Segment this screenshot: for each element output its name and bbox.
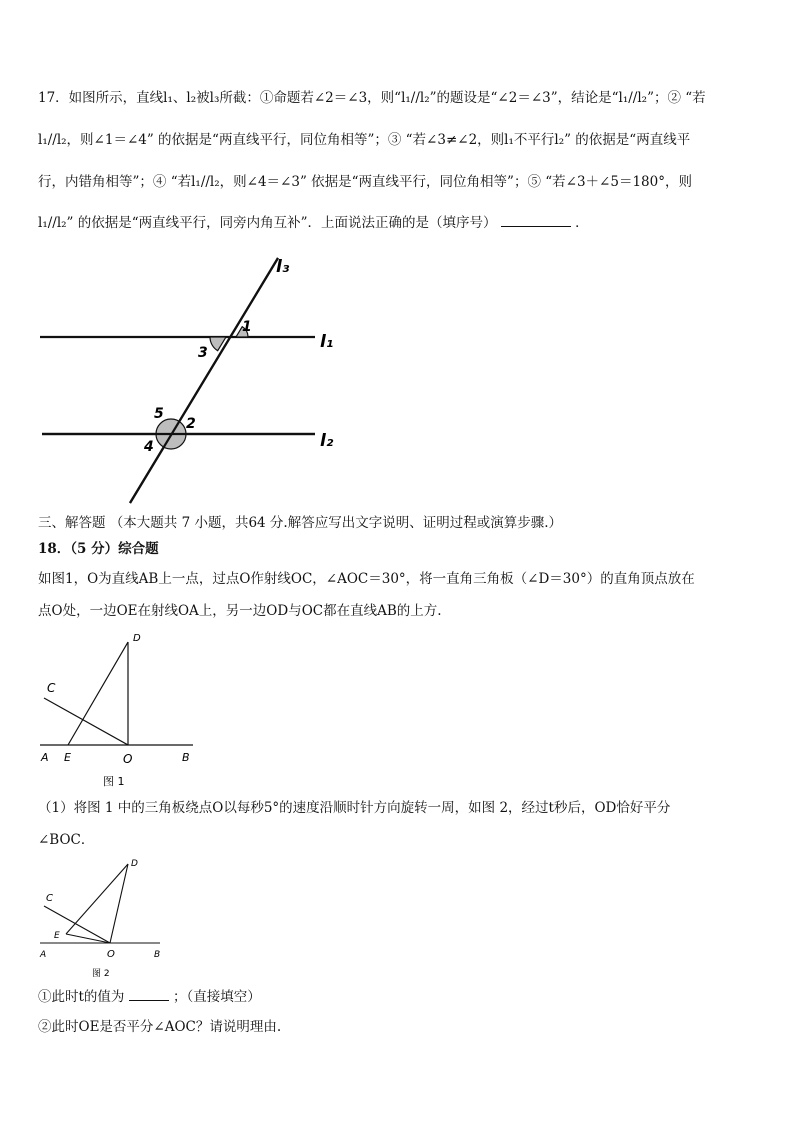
- q17-line-1: 17．如图所示，直线l₁、l₂被l₃所截：①命题若∠2＝∠3，则“l₁//l₂”的题设是“∠2＝∠3”，结论是“l₁//l₂”；② “若: [38, 90, 706, 106]
- q17-answer-blank[interactable]: [501, 212, 571, 227]
- fig2-label-O: O: [107, 949, 115, 960]
- fig2-caption: 图 2: [92, 969, 110, 979]
- q18-sub-1-end: ；（直接填空）: [173, 989, 261, 1005]
- fig1-ray-OC: [44, 698, 128, 745]
- q17-line-4: [38, 212, 758, 233]
- fig2-label-C: C: [46, 893, 53, 904]
- q18-sub-2: ②此时OE是否平分∠AOC？请说明理由.: [38, 1019, 282, 1035]
- fig2-segment-ED: [66, 864, 128, 934]
- q18-sub-1-text: ①此时t的值为: [38, 989, 125, 1005]
- label-angle-3: 3: [198, 345, 208, 361]
- figure-1: [30, 632, 210, 792]
- q18-para-1: 如图1，O为直线AB上一点，过点O作射线OC，∠AOC＝30°，将一直角三角板（∠D＝30°）的直角顶点放在: [38, 571, 695, 587]
- fig2-label-A: A: [40, 950, 47, 960]
- label-angle-1: 1: [242, 319, 252, 335]
- fig1-label-A: A: [41, 751, 49, 764]
- fig1-label-O: O: [123, 752, 133, 766]
- figure-2: [30, 856, 180, 982]
- q18-part1-line-b: ∠BOC．: [38, 832, 95, 848]
- fig1-label-B: B: [182, 751, 190, 764]
- label-l3: l₃: [276, 257, 290, 277]
- label-l2: l₂: [320, 431, 334, 451]
- q17-line-3: 行，内错角相等”；④ “若l₁//l₂，则∠4＝∠3” 依据是“两直线平行，同位角相等”；⑤ “若∠3＋∠5＝180°，则: [38, 174, 692, 190]
- q17-line-4-text: l₁//l₂” 的依据是“两直线平行，同旁内角互补”．上面说法正确的是（填序号）: [38, 215, 497, 231]
- fig2-label-E: E: [54, 931, 60, 941]
- q18-title: 18．（5 分）综合题: [38, 541, 159, 557]
- fig1-caption: 图 1: [103, 775, 125, 788]
- label-l1: l₁: [320, 332, 334, 352]
- fig1-segment-ED: [68, 642, 128, 745]
- fig2-label-B: B: [154, 950, 161, 960]
- label-angle-4: 4: [144, 439, 154, 455]
- fig1-label-C: C: [47, 681, 56, 695]
- q17-line-2: l₁//l₂，则∠1＝∠4” 的依据是“两直线平行，同位角相等”；③ “若∠3≠∠2，则l₁不平行l₂” 的依据是“两直线平: [38, 132, 691, 148]
- fig2-label-D: D: [131, 859, 138, 869]
- q18-part1-line-a: （1）将图 1 中的三角板绕点O以每秒5°的速度沿顺时针方向旋转一周，如图 2，经过t秒后，OD恰好平分: [38, 800, 671, 816]
- q17-line-4-end: ．: [575, 215, 589, 231]
- fig1-label-E: E: [64, 751, 71, 764]
- section-3-heading: 三、解答题 （本大题共 7 小题，共64 分.解答应写出文字说明、证明过程或演算步骤.）: [38, 515, 563, 531]
- q17-figure: [30, 250, 370, 510]
- label-angle-2: 2: [186, 416, 196, 432]
- q18-sub-1-blank[interactable]: [129, 986, 169, 1001]
- q18-para-2: 点O处，一边OE在射线OA上，另一边OD与OC都在直线AB的上方.: [38, 603, 442, 619]
- fig1-label-D: D: [133, 633, 141, 644]
- q18-sub-1: [38, 986, 758, 1007]
- label-angle-5: 5: [154, 406, 164, 422]
- fig2-ray-OE: [66, 934, 110, 943]
- fig2-ray-OD: [110, 864, 128, 943]
